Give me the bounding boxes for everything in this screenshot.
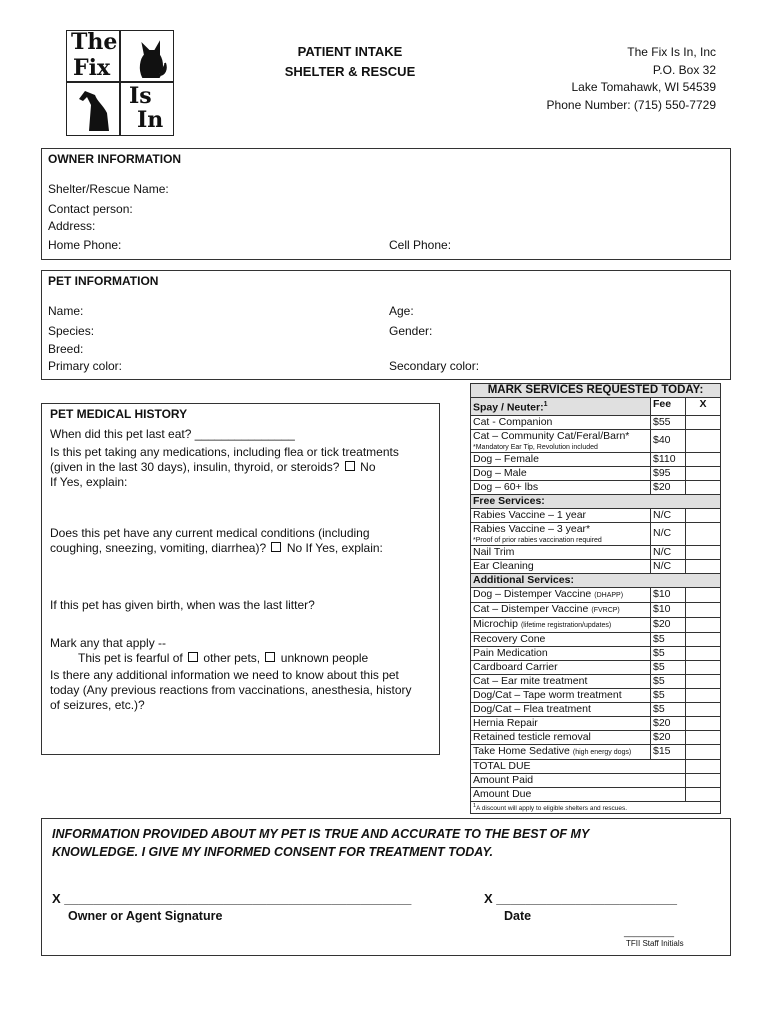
form-title <box>250 42 450 82</box>
medications-explain[interactable]: If Yes, explain: <box>50 475 128 489</box>
service-fee: $55 <box>651 415 686 429</box>
additional-service-row <box>471 646 721 660</box>
additional-info-1: Is there any additional information we need to know about this pet <box>50 668 399 682</box>
footnote-sup: 1 <box>473 802 477 809</box>
service-name <box>471 744 651 759</box>
cell-phone-field[interactable]: Cell Phone: <box>389 238 452 252</box>
service-fee: $20 <box>651 716 686 730</box>
additional-service-row <box>471 730 721 744</box>
medications-question-text: (given in the last 30 days), insulin, thyroid, or steroids? <box>50 460 340 474</box>
service-fee: N/C <box>651 522 686 545</box>
service-name <box>471 559 651 573</box>
service-fee: $5 <box>651 688 686 702</box>
service-name <box>471 466 651 480</box>
conditions-question-text: coughing, sneezing, vomiting, diarrhea)? <box>50 541 267 555</box>
other-pets-label: other pets, <box>203 651 261 665</box>
phone: Phone Number: (715) 550-7729 <box>546 97 716 112</box>
date-label: Date <box>504 909 532 923</box>
other-pets-checkbox[interactable] <box>188 652 198 662</box>
amount-paid-row <box>471 773 721 787</box>
pet-title: PET INFORMATION <box>48 274 159 288</box>
total-due-label: TOTAL DUE <box>471 759 686 773</box>
service-name-text: Microchip <box>473 617 518 630</box>
service-mark-cell[interactable] <box>686 716 721 730</box>
title-line-1: PATIENT INTAKE <box>297 44 403 59</box>
additional-service-row <box>471 716 721 730</box>
logo <box>66 30 174 136</box>
service-fee: N/C <box>651 508 686 522</box>
col-service-sup: 1 <box>543 401 548 408</box>
service-mark-cell[interactable] <box>686 522 721 545</box>
additional-services-row <box>471 573 721 587</box>
medical-title: PET MEDICAL HISTORY <box>50 407 188 421</box>
service-fee: N/C <box>651 559 686 573</box>
city: Lake Tomahawk, WI 54539 <box>571 80 716 94</box>
title-line-2: SHELTER & RESCUE <box>284 64 416 79</box>
service-name <box>471 415 651 429</box>
service-fee: $40 <box>651 429 686 452</box>
service-name <box>471 688 651 702</box>
service-name <box>471 617 651 632</box>
additional-service-row <box>471 688 721 702</box>
spay-service-row <box>471 415 721 429</box>
service-mark-cell[interactable] <box>686 632 721 646</box>
service-sub-text: (DHAPP) <box>594 591 624 599</box>
service-name <box>471 429 651 452</box>
service-fee: $20 <box>651 730 686 744</box>
total-due-row <box>471 759 721 773</box>
service-name-text: Cat – Community Cat/Feral/Barn* <box>473 429 630 442</box>
additional-service-row <box>471 587 721 602</box>
fearful-row <box>78 650 463 666</box>
medications-no-checkbox[interactable] <box>345 461 355 471</box>
service-sub-text: (high energy dogs) <box>572 748 632 756</box>
services-table <box>470 383 721 814</box>
pet-age-field[interactable]: Age: <box>389 304 414 318</box>
medications-question-1: Is this pet taking any medications, including flea or tick treatments <box>50 445 399 459</box>
logo-text-in: In <box>137 107 164 133</box>
birth-question[interactable]: If this pet has given birth, when was the last litter? <box>50 598 315 612</box>
spay-service-row <box>471 452 721 466</box>
service-mark-cell[interactable] <box>686 617 721 632</box>
free-services-title: Free Services: <box>471 494 721 508</box>
service-name-text: Cat – Ear mite treatment <box>473 674 588 687</box>
home-phone-field[interactable]: Home Phone: <box>48 238 122 252</box>
service-fee: $20 <box>651 617 686 632</box>
service-mark-cell[interactable] <box>686 508 721 522</box>
service-fee: $110 <box>651 452 686 466</box>
service-note-text: *Mandatory Ear Tip, Revolution included <box>473 443 598 451</box>
conditions-question-1: Does this pet have any current medical conditions (including <box>50 526 370 540</box>
service-name-text: Dog/Cat – Flea treatment <box>473 702 591 715</box>
owner-title: OWNER INFORMATION <box>48 152 182 166</box>
service-mark-cell[interactable] <box>686 730 721 744</box>
unknown-people-checkbox[interactable] <box>265 652 275 662</box>
spay-service-row <box>471 466 721 480</box>
amount-due-mark[interactable] <box>686 787 721 801</box>
additional-service-row <box>471 617 721 632</box>
col-x: X <box>686 398 721 416</box>
service-mark-cell[interactable] <box>686 480 721 494</box>
service-mark-cell[interactable] <box>686 702 721 716</box>
service-mark-cell[interactable] <box>686 415 721 429</box>
service-name-text: Dog/Cat – Tape worm treatment <box>473 688 622 701</box>
amount-due-row <box>471 787 721 801</box>
free-service-row <box>471 559 721 573</box>
pet-name-field[interactable]: Name: <box>48 304 84 318</box>
service-name <box>471 522 651 545</box>
service-name-text: Cat – Distemper Vaccine <box>473 602 589 615</box>
service-fee: $10 <box>651 587 686 602</box>
spay-service-row <box>471 429 721 452</box>
service-name-text: Cat - Companion <box>473 415 553 428</box>
shelter-name-field[interactable]: Shelter/Rescue Name: <box>48 182 169 196</box>
service-name <box>471 545 651 559</box>
service-name <box>471 632 651 646</box>
logo-text-fix: Fix <box>73 55 111 81</box>
service-name <box>471 602 651 617</box>
dog-silhouette-icon <box>73 85 117 133</box>
service-name <box>471 716 651 730</box>
signature-label: Owner or Agent Signature <box>68 909 223 923</box>
service-mark-cell[interactable] <box>686 559 721 573</box>
service-name <box>471 587 651 602</box>
consent-line-1: INFORMATION PROVIDED ABOUT MY PET IS TRUE AND ACCURATE TO THE BEST OF MY <box>52 827 590 841</box>
medications-question-2 <box>50 459 435 475</box>
service-name-text: Hernia Repair <box>473 716 538 729</box>
amount-due-label: Amount Due <box>471 787 686 801</box>
service-mark-cell[interactable] <box>686 429 721 452</box>
primary-color-field[interactable]: Primary color: <box>48 359 123 373</box>
free-service-row <box>471 522 721 545</box>
service-fee: N/C <box>651 545 686 559</box>
service-mark-cell[interactable] <box>686 545 721 559</box>
additional-service-row <box>471 660 721 674</box>
medications-no-label: No <box>360 460 376 474</box>
service-name-text: Rabies Vaccine – 1 year <box>473 508 587 521</box>
services-header-row <box>471 384 721 398</box>
logo-text-is: Is <box>129 83 152 109</box>
medical-history-section <box>41 403 440 755</box>
service-name-text: Ear Cleaning <box>473 559 534 572</box>
spay-service-row <box>471 480 721 494</box>
footnote-text: A discount will apply to eligible shelters and rescues. <box>476 804 628 812</box>
pet-information-section <box>41 270 731 380</box>
service-name-text: Dog – Male <box>473 466 527 479</box>
service-name <box>471 508 651 522</box>
additional-services-title: Additional Services: <box>471 573 721 587</box>
secondary-color-field[interactable]: Secondary color: <box>389 359 480 373</box>
service-name-text: Rabies Vaccine – 3 year* <box>473 522 591 535</box>
breed-field[interactable]: Breed: <box>48 342 84 356</box>
conditions-no-label: No If Yes, explain: <box>286 541 383 555</box>
service-name-text: Recovery Cone <box>473 632 546 645</box>
additional-info-3[interactable]: of seizures, etc.)? <box>50 698 145 712</box>
total-due-mark[interactable] <box>686 759 721 773</box>
amount-paid-label: Amount Paid <box>471 773 686 787</box>
service-sub-text: (lifetime registration/updates) <box>520 621 612 629</box>
service-fee: $20 <box>651 480 686 494</box>
service-name <box>471 730 651 744</box>
service-name-text: Pain Medication <box>473 646 548 659</box>
free-service-row <box>471 545 721 559</box>
date-line[interactable]: X _________________________ <box>484 891 678 906</box>
service-name-text: Dog – Female <box>473 452 539 465</box>
amount-paid-mark[interactable] <box>686 773 721 787</box>
service-name <box>471 646 651 660</box>
consent-line-2: KNOWLEDGE. I GIVE MY INFORMED CONSENT FOR TREATMENT TODAY. <box>52 845 493 859</box>
org-name: The Fix Is In, Inc <box>627 45 716 59</box>
service-mark-cell[interactable] <box>686 688 721 702</box>
service-fee: $10 <box>651 602 686 617</box>
service-name-text: Nail Trim <box>473 545 515 558</box>
service-mark-cell[interactable] <box>686 744 721 759</box>
conditions-no-checkbox[interactable] <box>271 542 281 552</box>
col-fee: Fee <box>651 398 686 416</box>
staff-initials-label: TFII Staff Initials <box>626 939 684 948</box>
service-fee: $5 <box>651 632 686 646</box>
service-fee: $15 <box>651 744 686 759</box>
service-fee: $5 <box>651 674 686 688</box>
col-service-label: Spay / Neuter: <box>473 401 544 414</box>
additional-service-row <box>471 674 721 688</box>
additional-service-row <box>471 702 721 716</box>
service-name <box>471 480 651 494</box>
owner-information-section <box>41 148 731 260</box>
consent-statement <box>52 825 712 861</box>
service-fee: $5 <box>651 702 686 716</box>
free-services-row <box>471 494 721 508</box>
service-mark-cell[interactable] <box>686 466 721 480</box>
service-fee: $95 <box>651 466 686 480</box>
service-fee: $5 <box>651 660 686 674</box>
species-field[interactable]: Species: <box>48 324 95 338</box>
service-name <box>471 674 651 688</box>
logo-text-the: The <box>71 29 118 55</box>
service-name-text: Dog – Distemper Vaccine <box>473 587 592 600</box>
service-mark-cell[interactable] <box>686 452 721 466</box>
services-title: MARK SERVICES REQUESTED TODAY: <box>471 384 721 398</box>
fearful-label: This pet is fearful of <box>78 651 183 665</box>
service-name-text: Retained testicle removal <box>473 730 591 743</box>
service-fee: $5 <box>651 646 686 660</box>
service-mark-cell[interactable] <box>686 646 721 660</box>
service-name <box>471 452 651 466</box>
free-service-row <box>471 508 721 522</box>
additional-info-2: today (Any previous reactions from vaccinations, anesthesia, history <box>50 683 412 697</box>
consent-section <box>41 818 731 956</box>
staff-initials-line[interactable]: __________ <box>624 927 675 937</box>
contact-person-field[interactable]: Contact person: <box>48 202 133 216</box>
column-header-row <box>471 398 721 416</box>
service-name-text: Take Home Sedative <box>473 744 570 757</box>
service-name <box>471 660 651 674</box>
service-name-text: Dog – 60+ lbs <box>473 480 539 493</box>
service-mark-cell[interactable] <box>686 660 721 674</box>
last-eat-question[interactable]: When did this pet last eat? _______________ <box>50 427 295 441</box>
unknown-people-label: unknown people <box>280 651 369 665</box>
service-name <box>471 702 651 716</box>
col-service <box>471 398 651 416</box>
footnote-row <box>471 801 721 813</box>
service-mark-cell[interactable] <box>686 674 721 688</box>
gender-field[interactable]: Gender: <box>389 324 433 338</box>
conditions-question-2 <box>50 540 435 556</box>
service-note-text: *Proof of prior rabies vaccination required <box>473 536 602 544</box>
service-mark-cell[interactable] <box>686 602 721 617</box>
additional-service-row <box>471 744 721 759</box>
additional-service-row <box>471 602 721 617</box>
service-mark-cell[interactable] <box>686 587 721 602</box>
mark-apply-label: Mark any that apply -- <box>50 636 167 650</box>
service-name-text: Cardboard Carrier <box>473 660 558 673</box>
additional-service-row <box>471 632 721 646</box>
service-sub-text: (FVRCP) <box>591 606 620 614</box>
org-address <box>500 44 716 114</box>
footnote <box>471 801 721 813</box>
po-box: P.O. Box 32 <box>652 62 716 77</box>
address-field[interactable]: Address: <box>48 219 96 233</box>
signature-line[interactable]: X ________________________________________________ <box>52 891 412 906</box>
cat-silhouette-icon <box>129 39 169 79</box>
